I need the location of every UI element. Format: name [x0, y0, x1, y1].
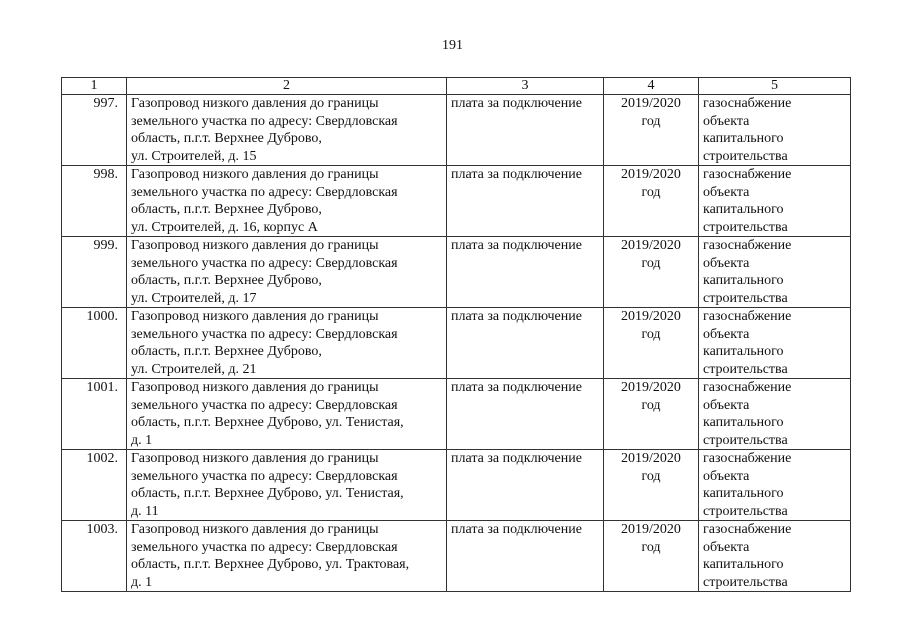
object-description-line: Газопровод низкого давления до границы: [131, 380, 379, 395]
period-line: 2019/2020: [621, 238, 681, 253]
row-number: 998.: [62, 166, 127, 237]
fee-type: плата за подключение: [447, 237, 604, 308]
period: [604, 166, 699, 237]
purpose-line: газоснабжение: [703, 451, 792, 466]
object-description-line: область, п.г.т. Верхнее Дуброво, ул. Трактовая,: [131, 557, 410, 572]
object-description-line: ул. Строителей, д. 17: [131, 290, 257, 306]
purpose-line: газоснабжение: [703, 167, 792, 182]
period: [604, 237, 699, 308]
object-description-line: земельного участка по адресу: Свердловская: [131, 468, 398, 484]
purpose-line: объекта: [703, 397, 750, 413]
period-line: год: [641, 326, 661, 342]
purpose-line: объекта: [703, 468, 750, 484]
purpose-line: строительства: [703, 361, 788, 377]
object-description-line: Газопровод низкого давления до границы: [131, 451, 379, 466]
object-description-line: область, п.г.т. Верхнее Дуброво,: [131, 273, 322, 288]
object-description-line: ул. Строителей, д. 21: [131, 361, 257, 377]
table-row: [62, 166, 851, 237]
purpose-line: строительства: [703, 290, 788, 306]
purpose-line: газоснабжение: [703, 522, 792, 537]
period-line: 2019/2020: [621, 96, 681, 111]
object-description: [127, 308, 447, 379]
purpose-line: объекта: [703, 326, 750, 342]
object-description-line: Газопровод низкого давления до границы: [131, 96, 379, 111]
table-row: [62, 95, 851, 166]
period-line: 2019/2020: [621, 522, 681, 537]
purpose-line: строительства: [703, 432, 788, 448]
object-description-line: Газопровод низкого давления до границы: [131, 238, 379, 253]
purpose-line: газоснабжение: [703, 380, 792, 395]
period-line: год: [641, 184, 661, 200]
row-number: 1003.: [62, 521, 127, 592]
object-description-line: земельного участка по адресу: Свердловская: [131, 113, 398, 129]
purpose-line: объекта: [703, 113, 750, 129]
object-description: [127, 237, 447, 308]
table-row: [62, 237, 851, 308]
object-description: [127, 379, 447, 450]
purpose-line: объекта: [703, 539, 750, 555]
purpose: [699, 379, 851, 450]
row-number: 1001.: [62, 379, 127, 450]
period-line: год: [641, 255, 661, 271]
header-col-5: 5: [699, 78, 851, 95]
period: [604, 308, 699, 379]
period-line: год: [641, 113, 661, 129]
period: [604, 95, 699, 166]
object-description-line: земельного участка по адресу: Свердловская: [131, 397, 398, 413]
period-line: год: [641, 539, 661, 555]
purpose-line: строительства: [703, 148, 788, 164]
header-col-3: 3: [447, 78, 604, 95]
purpose: [699, 237, 851, 308]
period-line: 2019/2020: [621, 309, 681, 324]
purpose-line: капитального: [703, 202, 784, 217]
object-description-line: д. 1: [131, 432, 153, 448]
period-line: 2019/2020: [621, 451, 681, 466]
purpose-line: объекта: [703, 255, 750, 271]
header-col-1: 1: [62, 78, 127, 95]
table-row: [62, 379, 851, 450]
period: [604, 521, 699, 592]
header-col-4: 4: [604, 78, 699, 95]
purpose-line: строительства: [703, 503, 788, 519]
period-line: год: [641, 468, 661, 484]
fee-type: плата за подключение: [447, 521, 604, 592]
period: [604, 450, 699, 521]
object-description-line: область, п.г.т. Верхнее Дуброво,: [131, 344, 322, 359]
row-number: 1002.: [62, 450, 127, 521]
purpose-line: капитального: [703, 131, 784, 146]
purpose: [699, 521, 851, 592]
data-table: [61, 77, 851, 592]
object-description-line: Газопровод низкого давления до границы: [131, 309, 379, 324]
fee-type: плата за подключение: [447, 95, 604, 166]
object-description-line: область, п.г.т. Верхнее Дуброво,: [131, 131, 322, 146]
object-description-line: земельного участка по адресу: Свердловская: [131, 255, 398, 271]
object-description-line: земельного участка по адресу: Свердловская: [131, 326, 398, 342]
object-description-line: Газопровод низкого давления до границы: [131, 522, 379, 537]
object-description-line: Газопровод низкого давления до границы: [131, 167, 379, 182]
purpose: [699, 308, 851, 379]
purpose-line: строительства: [703, 574, 788, 590]
period: [604, 379, 699, 450]
purpose-line: капитального: [703, 415, 784, 430]
object-description-line: ул. Строителей, д. 16, корпус А: [131, 219, 318, 235]
object-description-line: ул. Строителей, д. 15: [131, 148, 257, 164]
page-number: 191: [442, 38, 463, 53]
fee-type: плата за подключение: [447, 450, 604, 521]
purpose: [699, 166, 851, 237]
purpose: [699, 95, 851, 166]
object-description: [127, 521, 447, 592]
purpose-line: капитального: [703, 557, 784, 572]
object-description-line: земельного участка по адресу: Свердловская: [131, 539, 398, 555]
object-description-line: область, п.г.т. Верхнее Дуброво, ул. Тенистая,: [131, 415, 404, 430]
object-description-line: область, п.г.т. Верхнее Дуброво, ул. Тенистая,: [131, 486, 404, 501]
purpose-line: газоснабжение: [703, 96, 792, 111]
object-description: [127, 95, 447, 166]
purpose-line: капитального: [703, 344, 784, 359]
purpose-line: газоснабжение: [703, 238, 792, 253]
object-description: [127, 166, 447, 237]
purpose: [699, 450, 851, 521]
fee-type: плата за подключение: [447, 166, 604, 237]
table-row: [62, 308, 851, 379]
fee-type: плата за подключение: [447, 308, 604, 379]
table-row: [62, 450, 851, 521]
purpose-line: газоснабжение: [703, 309, 792, 324]
purpose-line: строительства: [703, 219, 788, 235]
period-line: 2019/2020: [621, 167, 681, 182]
fee-type: плата за подключение: [447, 379, 604, 450]
header-col-2: 2: [127, 78, 447, 95]
object-description-line: область, п.г.т. Верхнее Дуброво,: [131, 202, 322, 217]
purpose-line: объекта: [703, 184, 750, 200]
row-number: 1000.: [62, 308, 127, 379]
object-description-line: д. 1: [131, 574, 153, 590]
row-number: 999.: [62, 237, 127, 308]
table-header-row: [62, 78, 851, 95]
period-line: 2019/2020: [621, 380, 681, 395]
table-row: [62, 521, 851, 592]
row-number: 997.: [62, 95, 127, 166]
purpose-line: капитального: [703, 273, 784, 288]
object-description-line: земельного участка по адресу: Свердловская: [131, 184, 398, 200]
object-description: [127, 450, 447, 521]
object-description-line: д. 11: [131, 503, 159, 519]
purpose-line: капитального: [703, 486, 784, 501]
period-line: год: [641, 397, 661, 413]
